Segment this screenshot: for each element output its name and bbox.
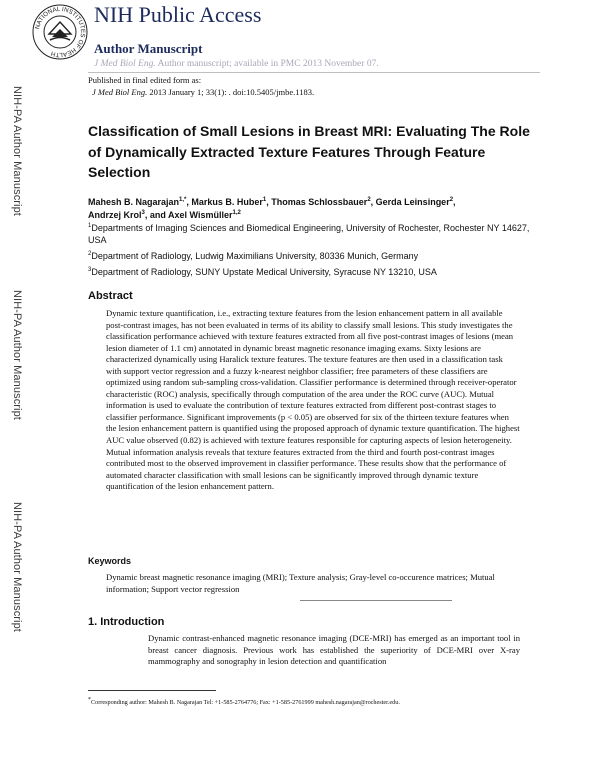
section-divider [300, 600, 452, 601]
author-separator: , [186, 197, 192, 207]
logo-ring-text: NATIONAL INSTITUTES OF HEALTH [34, 5, 87, 59]
author-separator: , [453, 197, 456, 207]
citation-details: 2013 January 1; 33(1): . doi:10.5405/jmbe.1183. [147, 87, 315, 97]
author-separator: , [266, 197, 272, 207]
introduction-heading: 1. Introduction [88, 616, 165, 628]
abstract-heading: Abstract [88, 290, 133, 302]
author-manuscript-label: Author Manuscript [94, 41, 203, 56]
keywords-list: Dynamic breast magnetic resonance imaging (MRI); Texture analysis; Gray-level co-occurence matrices; Mutual information; Support vector regression [106, 572, 495, 594]
side-label-bottom: NIH-PA Author Manuscript [11, 502, 23, 632]
footnote-mark: * [88, 696, 91, 703]
availability-line [94, 59, 379, 69]
nih-public-access-title: NIH Public Access [94, 2, 262, 27]
author-affiliation-mark: 3 [141, 210, 145, 216]
author-affiliation-mark: 2 [449, 197, 454, 203]
author-list [88, 196, 548, 222]
side-label-middle: NIH-PA Author Manuscript [11, 290, 23, 420]
header-divider [88, 72, 540, 73]
abstract-body: Dynamic texture quantification, i.e., extracting texture features from the lesion enhancement pattern in all available post-contrast images, has not been evaluated in terms of its ability to classify small lesions. This study investigates the classification performance achieved with texture features extracted from all five post-contrast images of lesions (mean lesion diameter of 1.1 cm) annotated in dynamic breast magnetic resonance imaging exams. Sixty lesions are characterized dynamically using Haralick texture features. The texture features are then used in a classification task with support vector regression and a fuzzy k-nearest neighbor classifier; free parameters of these classifiers are optimized using random sub-sampling cross-validation. Classifier performance is determined through receiver-operator characteristic (ROC) analysis, specifically through computation of the area under the ROC curve (AUC). Mutual information is used to evaluate the contribution of texture features extracted from different post-contrast stages to classifier performance. Significant improvements (p < 0.05) are observed for six of the thirteen texture features when the lesion enhancement pattern is quantified using the proposed approach of dynamic texture quantification. The highest AUC value observed (0.82) is achieved with texture features responsible for capturing aspects of lesion heterogeneity. Mutual information analysis reveals that texture features extracted from the third and fourth post-contrast images contributed most to the observed improvement in classifier performance. These results show that the performance of automated character classification with small lesions can be significantly improved through dynamic texture quantification of the lesion enhancement pattern. [106, 308, 520, 492]
affiliation [88, 266, 538, 278]
published-label: Published in final edited form as: [88, 75, 202, 85]
affiliation-mark: 3 [88, 267, 92, 273]
author-separator: , [370, 197, 376, 207]
affiliation-text: Department of Radiology, Ludwig Maximilians University, 80336 Munich, Germany [91, 251, 419, 261]
author-name: Gerda Leinsinger [375, 197, 450, 207]
header-availability: Author manuscript; available in PMC 2013 November 07. [155, 59, 379, 69]
author-name: Axel Wismüller [168, 210, 233, 220]
affiliation-mark: 1 [88, 223, 92, 229]
citation-journal: J Med Biol Eng. [92, 87, 148, 97]
introduction-body: Dynamic contrast-enhanced magnetic resonance imaging (DCE-MRI) has emerged as an important tool in breast cancer diagnosis. Previous work has established the superiority of DCE-MRI over X-ray mammography and sonography in lesion detection and quantification [148, 633, 520, 667]
corresponding-author-footnote [88, 696, 400, 706]
affiliation-text: Department of Radiology, SUNY Upstate Medical University, Syracuse NY 13210, USA [91, 267, 437, 277]
author-name: Markus B. Huber [191, 197, 263, 207]
affiliation-mark: 2 [88, 251, 92, 257]
author-affiliation-mark: 1,2 [232, 210, 241, 216]
keywords-heading: Keywords [88, 556, 132, 566]
side-label-top: NIH-PA Author Manuscript [11, 86, 23, 216]
footnote-divider [88, 690, 216, 691]
nih-logo [32, 4, 88, 60]
footnote-text: Corresponding author: Mahesh B. Nagarajan Tel: +1-585-2764776; Fax: +1-585-2761999 mahesh.nagarajan@rochester.edu. [91, 699, 400, 706]
author-name: Mahesh B. Nagarajan [88, 197, 180, 207]
author-affiliation-mark: 1,* [179, 197, 187, 203]
affiliation-text: Departments of Imaging Sciences and Biomedical Engineering, University of Rochester, Rochester NY 14627, USA [88, 223, 530, 245]
nih-seal-icon [32, 4, 88, 60]
author-separator: , and [144, 210, 169, 220]
affiliation [88, 222, 538, 246]
author-name: Thomas Schlossbauer [271, 197, 368, 207]
citation-line [92, 87, 314, 97]
affiliation [88, 250, 538, 262]
author-name: Andrzej Krol [88, 210, 142, 220]
author-affiliation-mark: 2 [367, 197, 371, 203]
author-affiliation-mark: 1 [262, 197, 267, 203]
header-journal-name: J Med Biol Eng. [94, 59, 156, 69]
article-title: Classification of Small Lesions in Breast MRI: Evaluating The Role of Dynamically Extracted Texture Features Through Feature Selection [88, 123, 530, 180]
